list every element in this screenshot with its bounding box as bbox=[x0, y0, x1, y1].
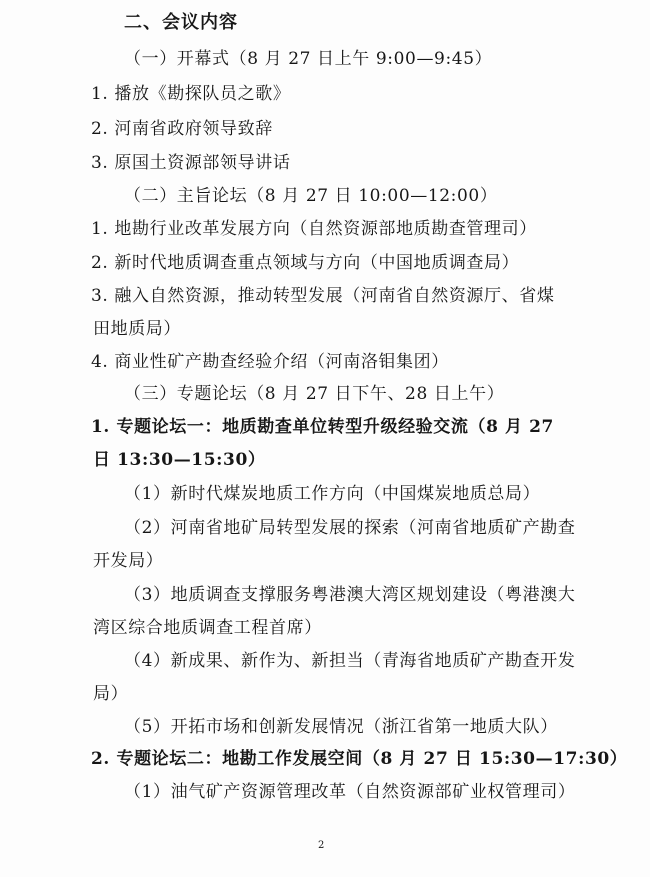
forum-1-item-2-line-1: （2）河南省地矿局转型发展的探索（河南省地质矿产勘查 bbox=[124, 518, 576, 538]
section-title: 二、会议内容 bbox=[124, 12, 238, 33]
forum-2-title: 2. 专题论坛二：地勘工作发展空间（8 月 27 日 15:30—17:30） bbox=[91, 749, 628, 769]
keynote-item-1: 1. 地勘行业改革发展方向（自然资源部地质勘查管理司） bbox=[91, 219, 537, 239]
opening-ceremony-heading: （一）开幕式（8 月 27 日上午 9:00—9:45） bbox=[124, 49, 493, 69]
keynote-item-4: 4. 商业性矿产勘查经验介绍（河南洛钼集团） bbox=[91, 352, 449, 372]
keynote-forum-heading: （二）主旨论坛（8 月 27 日 10:00—12:00） bbox=[124, 186, 498, 206]
forum-2-item-1: （1）油气矿产资源管理改革（自然资源部矿业权管理司） bbox=[124, 782, 576, 802]
forum-1-item-5: （5）开拓市场和创新发展情况（浙江省第一地质大队） bbox=[124, 717, 558, 737]
forum-1-item-4-line-1: （4）新成果、新作为、新担当（青海省地质矿产勘查开发 bbox=[124, 651, 576, 671]
keynote-item-3-line-1: 3. 融入自然资源，推动转型发展（河南省自然资源厅、省煤 bbox=[91, 286, 555, 306]
keynote-item-2: 2. 新时代地质调查重点领域与方向（中国地质调查局） bbox=[91, 253, 520, 273]
opening-item-2: 2. 河南省政府领导致辞 bbox=[91, 119, 273, 139]
forum-1-title-line-1: 1. 专题论坛一：地质勘查单位转型升级经验交流（8 月 27 bbox=[91, 417, 554, 437]
opening-item-1: 1. 播放《勘探队员之歌》 bbox=[91, 84, 291, 104]
forum-1-item-3-line-2: 湾区综合地质调查工程首席） bbox=[93, 618, 322, 638]
forum-1-item-4-line-2: 局） bbox=[93, 684, 129, 704]
forum-1-item-2-line-2: 开发局） bbox=[93, 551, 164, 571]
keynote-item-3-line-2: 田地质局） bbox=[93, 319, 181, 339]
special-forum-heading: （三）专题论坛（8 月 27 日下午、28 日上午） bbox=[124, 384, 505, 404]
forum-1-title-line-2: 日 13:30—15:30） bbox=[93, 450, 266, 470]
forum-1-item-1: （1）新时代煤炭地质工作方向（中国煤炭地质总局） bbox=[124, 484, 541, 504]
page-number: 2 bbox=[318, 840, 325, 851]
forum-1-item-3-line-1: （3）地质调查支撑服务粤港澳大湾区规划建设（粤港澳大 bbox=[124, 585, 576, 605]
opening-item-3: 3. 原国土资源部领导讲话 bbox=[91, 153, 291, 173]
